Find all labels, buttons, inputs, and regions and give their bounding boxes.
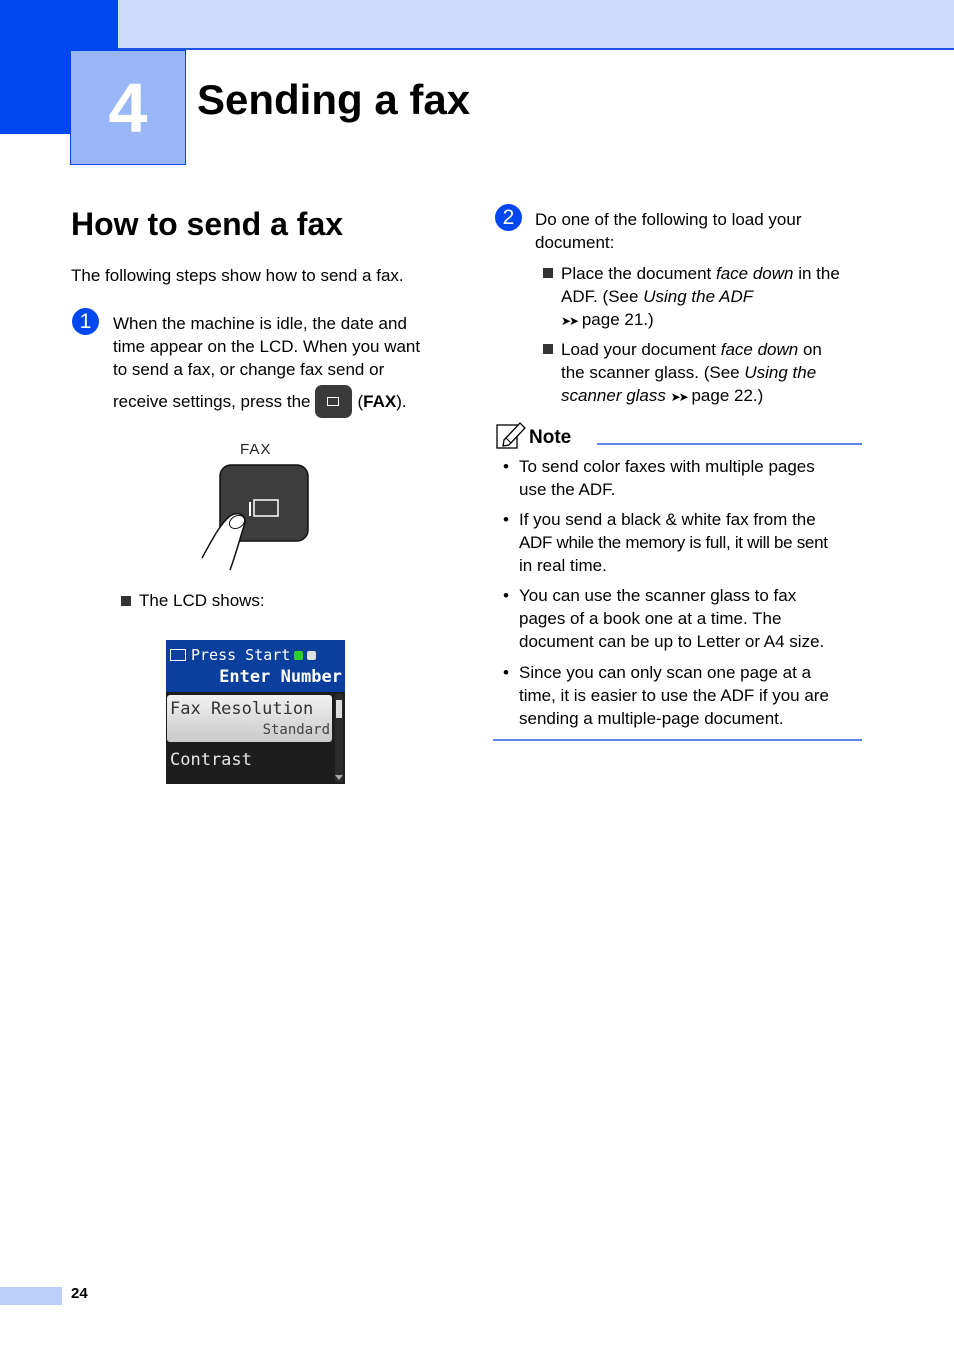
note-item: [500, 584, 862, 653]
lcd-screen: [166, 640, 345, 784]
note-line: Since you can only scan one page at a: [519, 663, 812, 682]
fax-key-label: FAX: [363, 392, 397, 411]
lcd-shows-bullet: [121, 589, 265, 612]
fax-illustration-label: FAX: [240, 441, 272, 458]
text: ADF. (See: [561, 287, 644, 306]
step-1-text: [113, 312, 448, 418]
step-1-line: When the machine is idle, the date and: [113, 314, 407, 333]
paren-open: (: [357, 392, 364, 411]
note-line: document can be up to Letter or A4 size.: [519, 632, 825, 651]
bullet-dot: •: [503, 586, 509, 605]
intro-text: The following steps show how to send a fax.: [71, 266, 404, 285]
chapter-title: Sending a fax: [197, 76, 471, 123]
note-line: To send color faxes with multiple pages: [519, 457, 815, 476]
page-reference: page 21.): [577, 310, 654, 329]
chapter-number: 4: [70, 50, 186, 165]
lcd-status-row: [170, 646, 316, 664]
step-1-badge: 1: [72, 308, 99, 335]
note-item: [500, 661, 862, 730]
step-1-line: [113, 385, 448, 418]
cross-reference: scanner glass: [561, 386, 666, 405]
header-rule: [118, 48, 954, 50]
note-line: pages of a book one at a time. The: [519, 609, 782, 628]
note-item: [500, 455, 862, 501]
step-2-line: document:: [535, 233, 615, 252]
page-number: 24: [71, 1285, 88, 1302]
note-line: If you send a black & white fax from the: [519, 510, 816, 529]
note-line: You can use the scanner glass to fax: [519, 586, 797, 605]
note-item: [500, 508, 862, 577]
note-pencil-icon: [496, 421, 526, 449]
note-line: time, it is easier to use the ADF if you are: [519, 686, 829, 705]
bullet-dot: •: [503, 510, 509, 529]
note-line: in real time.: [519, 556, 607, 575]
text: Place the document: [561, 264, 716, 283]
cross-reference: Using the: [744, 363, 817, 382]
lcd-enter-number: Enter Number: [219, 667, 342, 687]
page-ref-arrows-icon: ➤➤: [561, 314, 578, 328]
header-band: [0, 0, 954, 48]
white-led-icon: [307, 651, 316, 660]
lcd-press-start: Press Start: [191, 646, 291, 664]
note-rule-top: [597, 443, 862, 445]
text: Load your document: [561, 340, 721, 359]
emphasis: face down: [720, 340, 799, 359]
bullet-dot: •: [503, 457, 509, 476]
lcd-menu-item: Contrast: [170, 750, 252, 770]
text: in the: [793, 264, 840, 283]
square-bullet: [543, 344, 553, 354]
page-reference: page 22.): [686, 386, 764, 405]
scroll-down-arrow-icon: [335, 775, 343, 780]
square-bullet: [543, 268, 553, 278]
load-option-adf: [543, 262, 863, 333]
step-2-badge: 2: [495, 204, 522, 231]
note-line: use the ADF.: [519, 480, 616, 499]
note-rule-bottom: [493, 739, 862, 741]
text: the scanner glass. (See: [561, 363, 745, 382]
note-line: sending a multiple-page document.: [519, 709, 784, 728]
note-line: ADF while the memory is full, it will be sent: [519, 533, 828, 552]
paren-close: ).: [396, 392, 407, 411]
section-heading: How to send a fax: [71, 206, 344, 242]
step-1-line: to send a fax, or change fax send or: [113, 360, 385, 379]
step-1-line-text: receive settings, press the: [113, 392, 311, 411]
footer-tab: [0, 1287, 62, 1305]
cross-reference: Using the ADF: [643, 287, 754, 306]
fax-button-illustration: [196, 436, 316, 572]
fax-button-icon: [315, 385, 352, 418]
step-2-text: [535, 208, 855, 254]
bullet-dot: •: [503, 663, 509, 682]
step-1-line: time appear on the LCD. When you want: [113, 337, 421, 356]
load-option-glass: [543, 338, 863, 409]
page-ref-arrows-icon: ➤➤: [670, 390, 687, 404]
square-bullet: [121, 596, 131, 606]
emphasis: face down: [715, 264, 794, 283]
lcd-shows-text: The LCD shows:: [139, 591, 265, 610]
note-title: Note: [529, 427, 572, 448]
lcd-menu-item: Fax Resolution: [170, 699, 314, 719]
lcd-scroll-thumb: [336, 700, 342, 718]
green-led-icon: [294, 651, 303, 660]
fax-icon: [170, 649, 186, 661]
step-2-line: Do one of the following to load your: [535, 210, 802, 229]
lcd-menu-item-value: Standard: [262, 722, 330, 738]
text: on: [798, 340, 822, 359]
